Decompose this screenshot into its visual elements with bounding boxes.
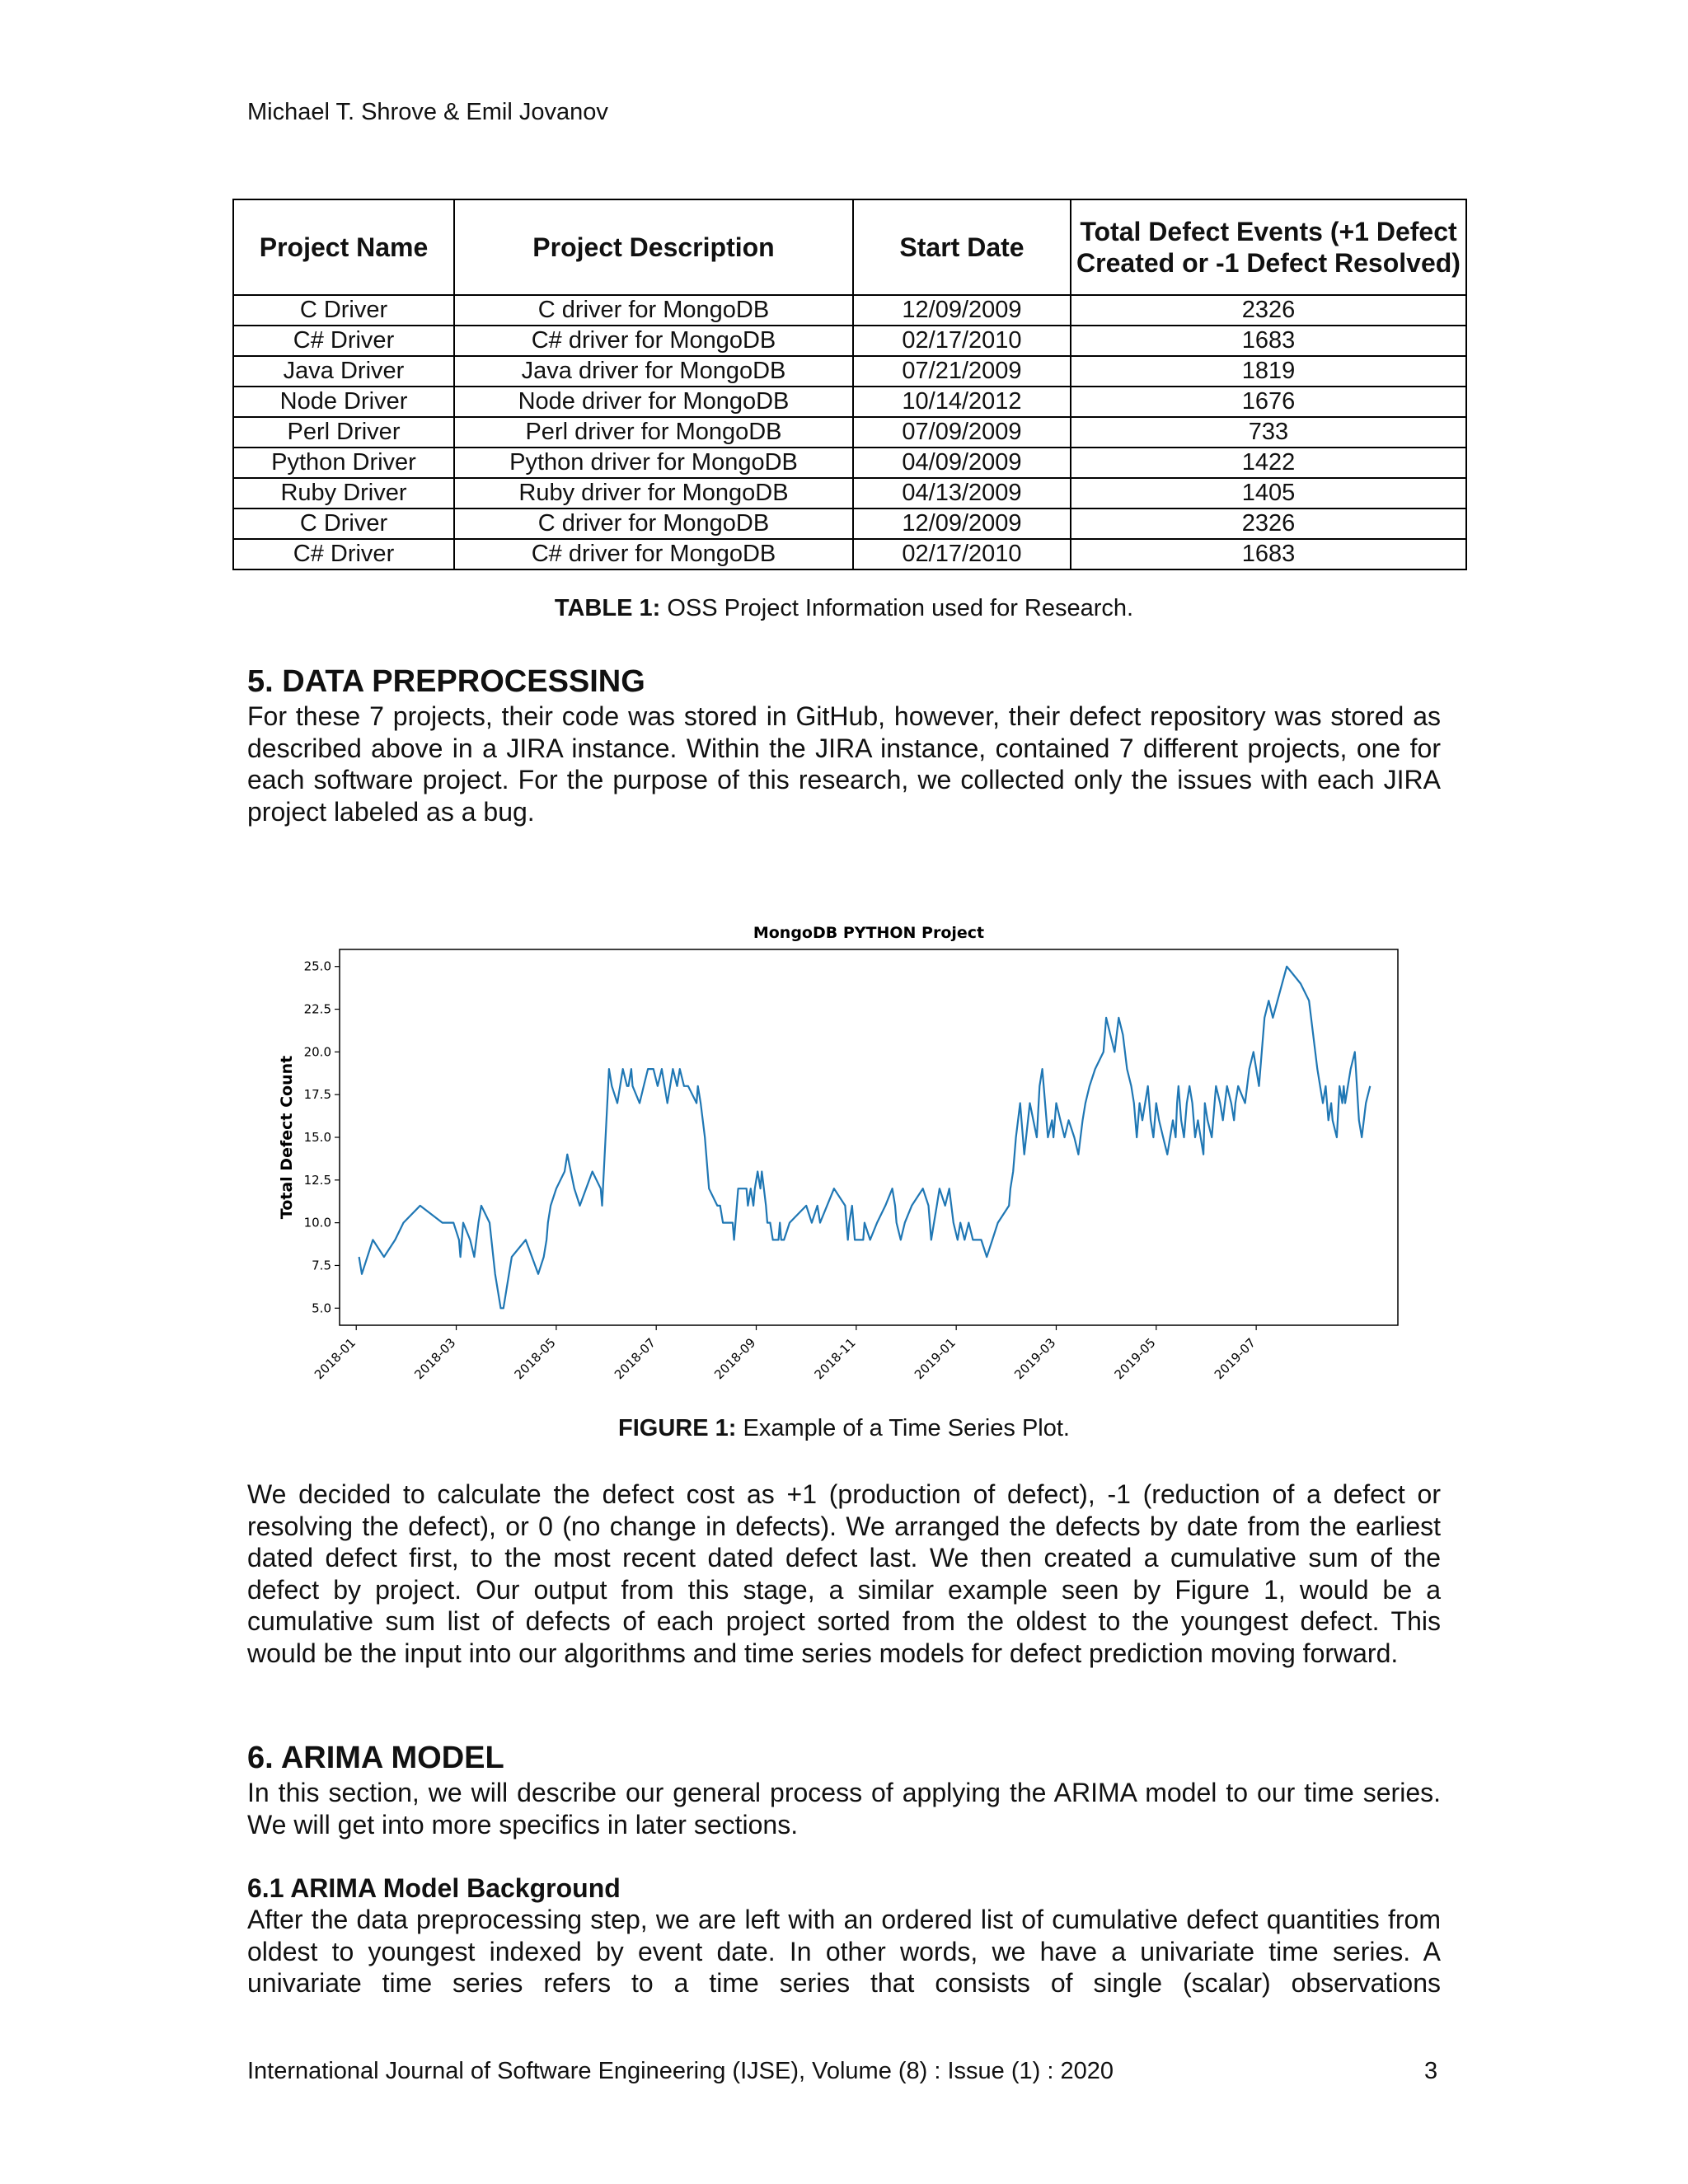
section-6-paragraph: In this section, we will describe our general process of applying the ARIMA model to our time series. We will get into more specifics in later sections. bbox=[247, 1778, 1441, 1840]
col-project-name: Project Name bbox=[233, 199, 454, 295]
table-cell: 1405 bbox=[1071, 478, 1466, 509]
table-cell: 07/21/2009 bbox=[853, 356, 1071, 387]
col-total-defect-events bbox=[1071, 199, 1466, 295]
running-header: Michael T. Shrove & Emil Jovanov bbox=[247, 99, 608, 125]
table-cell: C# Driver bbox=[233, 326, 454, 356]
table-cell: Ruby Driver bbox=[233, 478, 454, 509]
y-tick-label: 17.5 bbox=[303, 1087, 331, 1103]
table-cell: 04/13/2009 bbox=[853, 478, 1071, 509]
x-tick-label: 2018-03 bbox=[411, 1335, 459, 1383]
col-total-defect-events-label: Total Defect Events (+1 Defect Created or -1 Defect Resolved) bbox=[1076, 217, 1461, 278]
table-cell: C driver for MongoDB bbox=[454, 295, 853, 326]
table-caption bbox=[0, 595, 1688, 622]
y-tick-label: 22.5 bbox=[303, 1001, 331, 1017]
table-caption-label: TABLE 1: bbox=[554, 595, 661, 621]
table-cell: 733 bbox=[1071, 417, 1466, 448]
x-tick-label: 2019-03 bbox=[1011, 1335, 1059, 1383]
table-cell: 1819 bbox=[1071, 356, 1466, 387]
section-6-1-paragraph: After the data preprocessing step, we are left with an ordered list of cumulative defect quantities from oldest to youngest indexed by event date. In other words, we have a univariate time series. A univariate time series refers to a time series that consists of single (scalar) observations bbox=[247, 1905, 1441, 1999]
table-cell: C driver for MongoDB bbox=[454, 509, 853, 539]
section-6-heading: 6. ARIMA MODEL bbox=[247, 1741, 504, 1775]
table-cell: 1676 bbox=[1071, 387, 1466, 417]
table-row bbox=[233, 387, 1466, 417]
y-tick-label: 5.0 bbox=[312, 1301, 331, 1316]
y-tick-label: 7.5 bbox=[312, 1258, 331, 1273]
section-5-paragraph: For these 7 projects, their code was stored in GitHub, however, their defect repository was stored as described above in a JIRA instance. Within the JIRA instance, contained 7 different projects, one for each software project. For the purpose of this research, we collected only the issues with each JIRA project labeled as a bug. bbox=[247, 701, 1441, 827]
section-6-1-heading: 6.1 ARIMA Model Background bbox=[247, 1873, 621, 1903]
section-5-heading: 5. DATA PREPROCESSING bbox=[247, 664, 645, 699]
x-tick-label: 2018-05 bbox=[511, 1335, 559, 1383]
table-cell: 1683 bbox=[1071, 539, 1466, 569]
preprocessing-paragraph: We decided to calculate the defect cost as +1 (production of defect), -1 (reduction of a defect or resolving the defect), or 0 (no change in defects). We arranged the defects by date from the earliest dated defect first, to the most recent dated defect last. We then created a cumulative sum of the defect by project. Our output from this stage, a similar example seen by Figure 1, would be a cumulative sum list of defects of each project sorted from the oldest to the youngest defect. This would be the input into our algorithms and time series models for defect prediction moving forward. bbox=[247, 1479, 1441, 1668]
table-cell: 12/09/2009 bbox=[853, 295, 1071, 326]
table-row bbox=[233, 448, 1466, 478]
figure-caption-label: FIGURE 1: bbox=[618, 1415, 737, 1441]
table-row bbox=[233, 478, 1466, 509]
page-number: 3 bbox=[1424, 2058, 1438, 2084]
figure-caption-text: Example of a Time Series Plot. bbox=[736, 1415, 1070, 1441]
table-row bbox=[233, 509, 1466, 539]
table-cell: 1683 bbox=[1071, 326, 1466, 356]
table-cell: 2326 bbox=[1071, 295, 1466, 326]
table-cell: Perl driver for MongoDB bbox=[454, 417, 853, 448]
table-cell: C# driver for MongoDB bbox=[454, 326, 853, 356]
table-cell: Java driver for MongoDB bbox=[454, 356, 853, 387]
plot-area bbox=[340, 949, 1398, 1325]
table-cell: Python driver for MongoDB bbox=[454, 448, 853, 478]
col-project-description: Project Description bbox=[454, 199, 853, 295]
table-cell: 10/14/2012 bbox=[853, 387, 1071, 417]
table-cell: Java Driver bbox=[233, 356, 454, 387]
table-row bbox=[233, 539, 1466, 569]
col-start-date: Start Date bbox=[853, 199, 1071, 295]
table-cell: 02/17/2010 bbox=[853, 539, 1071, 569]
project-table bbox=[232, 199, 1467, 570]
table-cell: Node driver for MongoDB bbox=[454, 387, 853, 417]
table-cell: C# Driver bbox=[233, 539, 454, 569]
table-row bbox=[233, 417, 1466, 448]
table-cell: C Driver bbox=[233, 509, 454, 539]
table-cell: 1422 bbox=[1071, 448, 1466, 478]
x-tick-label: 2018-09 bbox=[711, 1335, 759, 1383]
footer-journal: International Journal of Software Engineering (IJSE), Volume (8) : Issue (1) : 2020 bbox=[247, 2058, 1114, 2084]
table-header-row bbox=[233, 199, 1466, 295]
y-tick-label: 15.0 bbox=[303, 1130, 331, 1145]
x-tick-label: 2018-07 bbox=[611, 1335, 659, 1383]
table-cell: C Driver bbox=[233, 295, 454, 326]
y-axis-label: Total Defect Count bbox=[278, 1055, 296, 1220]
x-tick-label: 2018-11 bbox=[811, 1335, 859, 1383]
table-caption-text: OSS Project Information used for Research. bbox=[660, 595, 1134, 621]
table-cell: Python Driver bbox=[233, 448, 454, 478]
table-cell: Node Driver bbox=[233, 387, 454, 417]
table-cell: 07/09/2009 bbox=[853, 417, 1071, 448]
x-tick-label: 2019-01 bbox=[911, 1335, 959, 1383]
figure-caption bbox=[0, 1415, 1688, 1442]
table-cell: Perl Driver bbox=[233, 417, 454, 448]
table-row bbox=[233, 326, 1466, 356]
x-tick-label: 2019-07 bbox=[1211, 1335, 1259, 1383]
chart-title: MongoDB PYTHON Project bbox=[753, 924, 985, 942]
table-cell: 02/17/2010 bbox=[853, 326, 1071, 356]
x-tick-label: 2018-01 bbox=[311, 1335, 359, 1383]
y-tick-label: 12.5 bbox=[303, 1172, 331, 1188]
table-cell: Ruby driver for MongoDB bbox=[454, 478, 853, 509]
table-cell: C# driver for MongoDB bbox=[454, 539, 853, 569]
y-tick-label: 20.0 bbox=[303, 1044, 331, 1060]
table-cell: 12/09/2009 bbox=[853, 509, 1071, 539]
table-cell: 04/09/2009 bbox=[853, 448, 1071, 478]
time-series-chart bbox=[272, 915, 1409, 1409]
table-body bbox=[233, 295, 1466, 569]
table-row bbox=[233, 356, 1466, 387]
y-tick-label: 25.0 bbox=[303, 958, 331, 974]
y-tick-label: 10.0 bbox=[303, 1215, 331, 1230]
table-cell: 2326 bbox=[1071, 509, 1466, 539]
x-tick-label: 2019-05 bbox=[1111, 1335, 1159, 1383]
table-row bbox=[233, 295, 1466, 326]
